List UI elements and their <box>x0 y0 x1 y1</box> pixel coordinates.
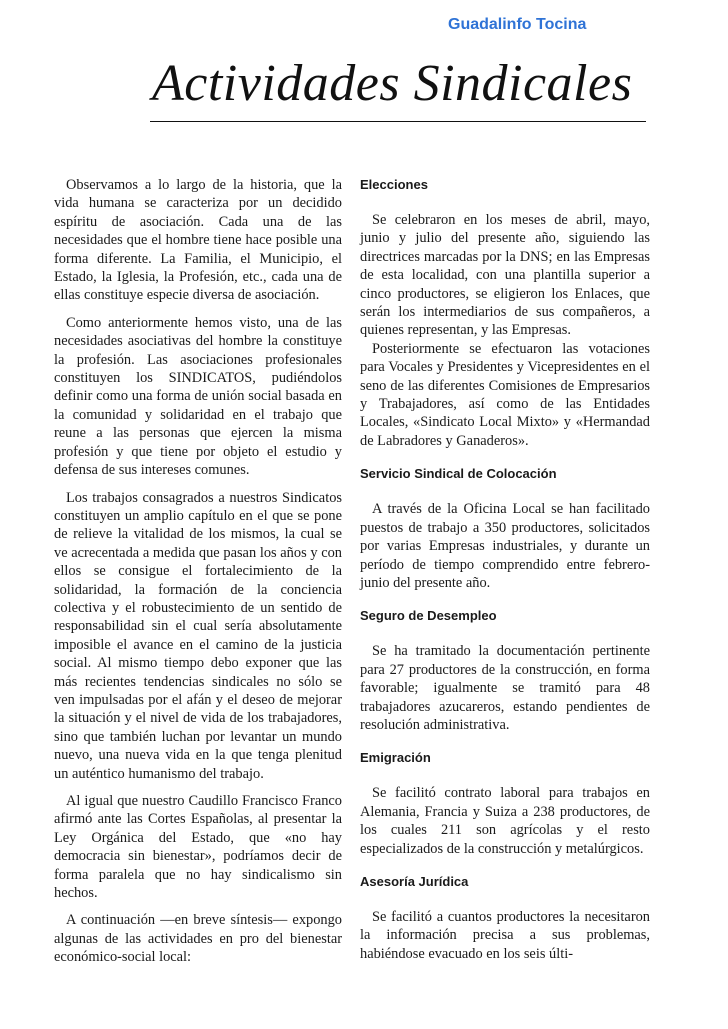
paragraph-colocacion: A través de la Oficina Local se han facilitado puestos de trabajo a 350 productores, solicitados por varias Empresas industriales, y durante un período de tiempo comprendido entre febrero-junio del presente año. <box>360 501 650 591</box>
paragraph-caudillo: Al igual que nuestro Caudillo Francisco Franco afirmó ante las Cortes Españolas, al presentar la Ley Orgánica del Estado, que «no hay democracia sin bienestar», podríamos decir de forma paralela que no hay sindicalismo sin hechos. <box>54 793 342 902</box>
page-title: Actividades Sindicales <box>152 55 633 112</box>
heading-desempleo: Seguro de Desempleo <box>360 608 497 624</box>
heading-colocacion: Servicio Sindical de Colocación <box>360 466 557 482</box>
paragraph-trabajos: Los trabajos consagrados a nuestros Sindicatos constituyen un amplio capítulo en el que se pone de relieve la vitalidad de los mismos, la cual se ve acrecentada a medida que pasan los años y con ellos se consigue el fortalecimiento de la solidaridad, la formación de la conciencia colectiva y el robustecimiento de un sentido de responsabilidad sin el cual sería absolutamente imposible el avance en el camino de la justicia social. Al mismo tiempo debo exponer que las más recientes tendencias sindicales no sólo se ven impulsadas por el afán y el deseo de mejorar la situación y el nivel de vida de los trabajadores, sino que también luchan por levantar un mundo nuevo, una nueva vida en la que tenga plenitud un auténtico humanismo del trabajo. <box>54 489 342 782</box>
left-column <box>54 176 342 967</box>
paragraph-asesoria: Se facilitó a cuantos productores la necesitaron la información precisa a sus problemas, habiéndose evacuado en los seis últi- <box>360 908 650 962</box>
paragraph-continuacion: A continuación —en breve síntesis— expongo algunas de las actividades en pro del bienestar económico-social local: <box>54 912 342 966</box>
right-column <box>360 176 650 963</box>
paragraph-desempleo: Se ha tramitado la documentación pertinente para 27 productores de la construcción, en forma favorable; igualmente se tramitó para 48 trabajadores azucareros, estando pendientes de resolución administrativa. <box>360 643 650 733</box>
heading-emigracion: Emigración <box>360 750 431 766</box>
paragraph-elecciones-1: Se celebraron en los meses de abril, mayo, junio y julio del presente año, siguiendo las directrices marcadas por la DNS; en las Empresas de esta localidad, con una plantilla superior a cinco productores, se eligieron los Enlaces, que serán los intermediarios de sus compañeros, a quienes representan, y las Empresas. <box>360 212 650 339</box>
watermark: Guadalinfo Tocina <box>448 16 587 33</box>
heading-elecciones: Elecciones <box>360 177 428 192</box>
title-rule <box>150 121 646 122</box>
paragraph-profession: Como anteriormente hemos visto, una de las necesidades asociativas del hombre la constituye la profesión. Las asociaciones profesionales constituyen los SINDICATOS, pudiéndolos definir como una forma de unión social basada en la comunidad y solidaridad en el trabajo que reune a las personas que ejercen la misma profesión y que tiene por objeto el estudio y defensa de sus intereses comunes. <box>54 314 342 479</box>
heading-asesoria: Asesoría Jurídica <box>360 873 469 889</box>
paragraph-emigracion: Se facilitó contrato laboral para trabajos en Alemania, Francia y Suiza a 238 productores, de los cuales 211 son agrícolas y el resto especializados de la construcción y metalúrgicos. <box>360 785 650 857</box>
paragraph-elecciones-2: Posteriormente se efectuaron las votaciones para Vocales y Presidentes y Vicepresidentes en el seno de las diferentes Comisiones de Empresarios y Trabajadores, así como de las Entidades Locales, «Sindicato Local Mixto» y «Hermandad de Labradores y Ganaderos». <box>360 340 650 449</box>
paragraph-history: Observamos a lo largo de la historia, que la vida humana se caracteriza por un decidido espíritu de asociación. Cada una de las necesidades que el hombre tiene hace posible una forma diferente. La Familia, el Municipio, el Estado, la Iglesia, la Profesión, etc., cada una de ellas constituye especie diversa de asociación. <box>54 177 342 304</box>
